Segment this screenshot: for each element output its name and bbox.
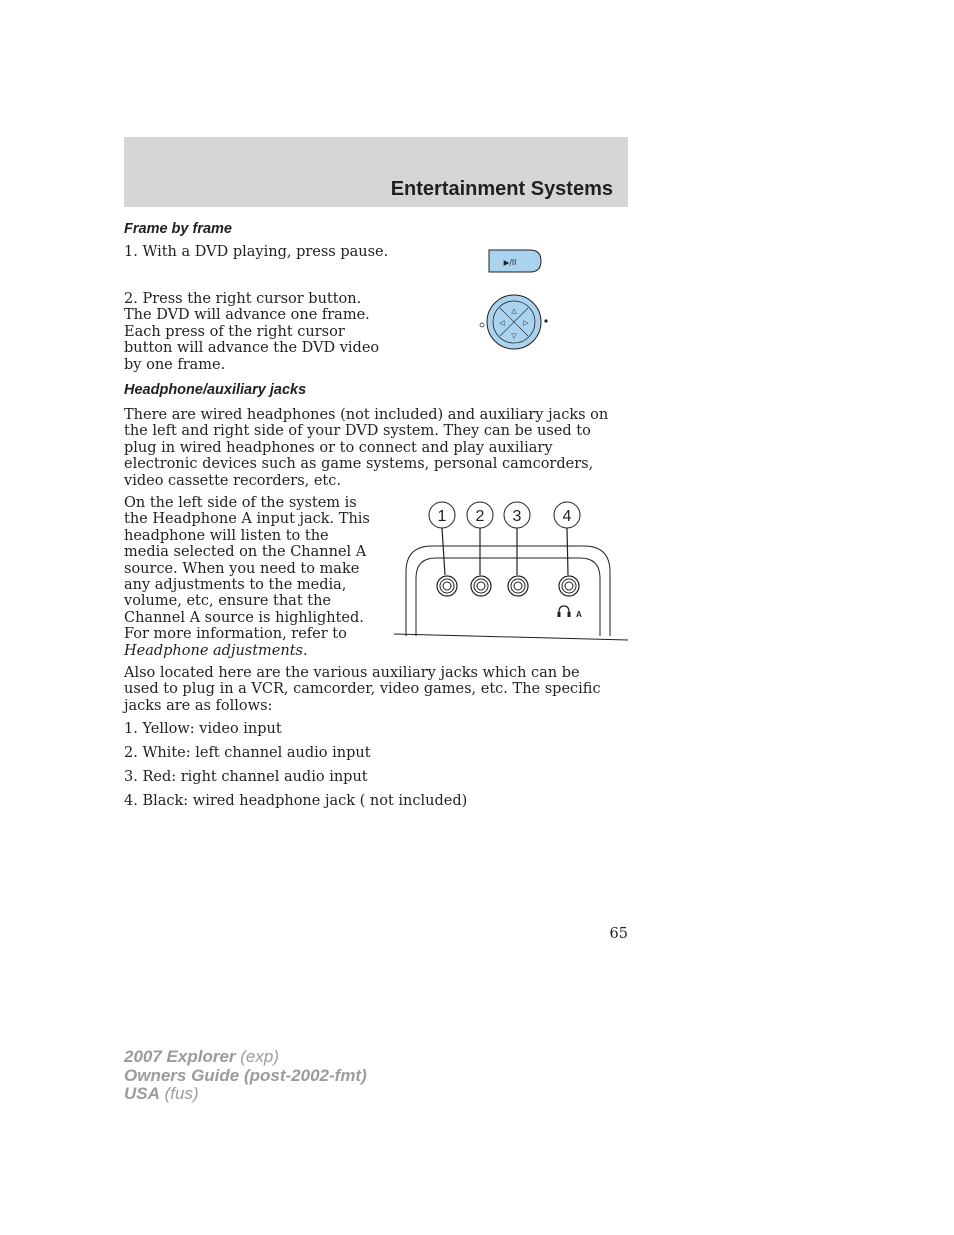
cursor-right-icon: ▷	[523, 319, 529, 327]
headphone-jacks-heading: Headphone/auxiliary jacks	[124, 382, 307, 398]
page-number: 65	[609, 926, 628, 942]
cursor-left-icon: ◁	[499, 319, 505, 327]
cursor-down-icon: ▽	[511, 332, 517, 340]
cursor-up-icon: △	[511, 307, 517, 315]
frame-step-2: 2. Press the right cursor button. The DVD will advance one frame. Each press of the right cursor button will advance the DVD video by one frame.	[124, 291, 380, 373]
list-item: 1. Yellow: video input	[124, 721, 282, 737]
svg-text:2: 2	[475, 508, 485, 525]
svg-text:1: 1	[437, 508, 447, 525]
list-item: 2. White: left channel audio input	[124, 745, 371, 761]
left-side-paragraph: On the left side of the system is the Headphone A input jack. This headphone will listen to the media selected on the Channel A source. When you need to make any adjustments to the media, volume, etc, ensure that the Channel A source is highlighted. For more information, refer to Headphone adjustments.	[124, 495, 370, 659]
frame-step-1: 1. With a DVD playing, press pause.	[124, 244, 389, 260]
headphone-channel-label: A	[576, 610, 582, 619]
jack-panel-figure	[392, 500, 630, 646]
headphone-icon	[558, 606, 571, 617]
right-audio-jack	[508, 576, 528, 596]
cursor-pad-icon	[476, 292, 552, 352]
jack-list	[124, 721, 467, 817]
list-item: 4. Black: wired headphone jack ( not included)	[124, 793, 468, 809]
aux-jacks-paragraph: Also located here are the various auxiliary jacks which can be used to plug in a VCR, camcorder, video games, etc. The specific jacks are as follows:	[124, 665, 601, 714]
jacks-intro-paragraph: There are wired headphones (not included) and auxiliary jacks on the left and right side of your DVD system. They can be used to plug in wired headphones or to connect and play auxiliary electronic devices such as game systems, personal camcorders, video cassette recorders, etc.	[124, 407, 609, 489]
svg-text:4: 4	[562, 508, 572, 525]
section-title: Entertainment Systems	[390, 178, 613, 200]
document-footer: 2007 Explorer (exp) Owners Guide (post-2002-fmt) USA (fus)	[124, 1047, 367, 1103]
dim-icon	[480, 323, 484, 327]
list-item: 3. Red: right channel audio input	[124, 769, 368, 785]
headphone-jack	[559, 576, 579, 596]
bright-icon	[544, 319, 547, 322]
svg-text:3: 3	[512, 508, 522, 525]
section-header-band	[124, 137, 628, 207]
frame-by-frame-heading: Frame by frame	[124, 221, 232, 237]
left-audio-jack	[471, 576, 491, 596]
headphone-adjustments-ref: Headphone adjustments	[124, 642, 303, 659]
play-pause-button-icon	[486, 248, 544, 276]
video-input-jack	[437, 576, 457, 596]
play-pause-glyph: ▶/II	[503, 258, 517, 267]
